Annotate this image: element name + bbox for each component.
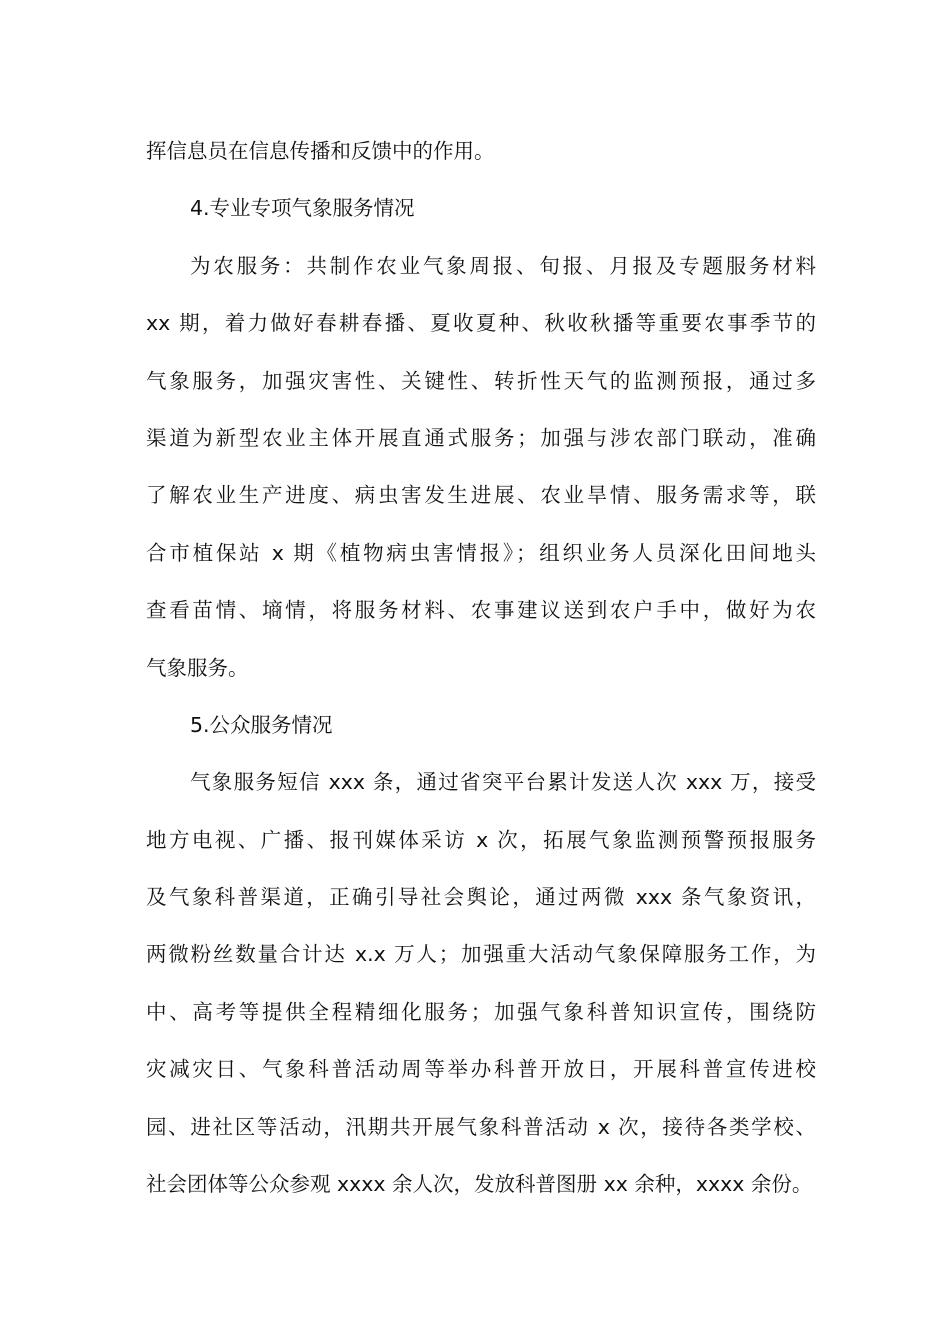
paragraph-line: 查看苗情、墒情，将服务材料、农事建议送到农户手中，做好为农 <box>146 598 816 623</box>
paragraph-line: 气象服务。 <box>146 655 249 680</box>
paragraph-line: 灾减灾日、气象科普活动周等举办科普开放日，开展科普宣传进校 <box>146 1057 816 1082</box>
section-heading-4: 4.专业专项气象服务情况 <box>190 196 415 221</box>
section-heading-5: 5.公众服务情况 <box>190 712 333 737</box>
document-body <box>146 128 816 1218</box>
paragraph-line: 地方电视、广播、报刊媒体采访 x 次，拓展气象监测预警预报服务 <box>146 827 816 852</box>
paragraph-line: 气象服务，加强灾害性、关键性、转折性天气的监测预报，通过多 <box>146 368 816 393</box>
paragraph-line: 挥信息员在信息传播和反馈中的作用。 <box>146 139 495 163</box>
paragraph-line: 社会团体等公众参观 xxxx 余人次，发放科普图册 xx 余种，xxxx 余份。 <box>146 1172 813 1197</box>
paragraph-line: 中、高考等提供全程精细化服务；加强气象科普知识宣传，围绕防 <box>146 999 816 1024</box>
paragraph-line: xx 期，着力做好春耕春播、夏收夏种、秋收秋播等重要农事季节的 <box>146 311 816 336</box>
paragraph-line: 两微粉丝数量合计达 x.x 万人；加强重大活动气象保障服务工作，为 <box>146 942 816 967</box>
paragraph-line: 为农服务：共制作农业气象周报、旬报、月报及专题服务材料 <box>190 253 816 278</box>
paragraph-line: 气象服务短信 xxx 条，通过省突平台累计发送人次 xxx 万，接受 <box>190 770 816 795</box>
paragraph-line: 园、进社区等活动，汛期共开展气象科普活动 x 次，接待各类学校、 <box>146 1114 816 1139</box>
paragraph-line: 渠道为新型农业主体开展直通式服务；加强与涉农部门联动，准确 <box>146 425 816 450</box>
paragraph-line: 合市植保站 x 期《植物病虫害情报》；组织业务人员深化田间地头 <box>146 540 816 565</box>
paragraph-line: 了解农业生产进度、病虫害发生进展、农业旱情、服务需求等，联 <box>146 483 816 508</box>
paragraph-line: 及气象科普渠道，正确引导社会舆论，通过两微 xxx 条气象资讯， <box>146 885 816 910</box>
